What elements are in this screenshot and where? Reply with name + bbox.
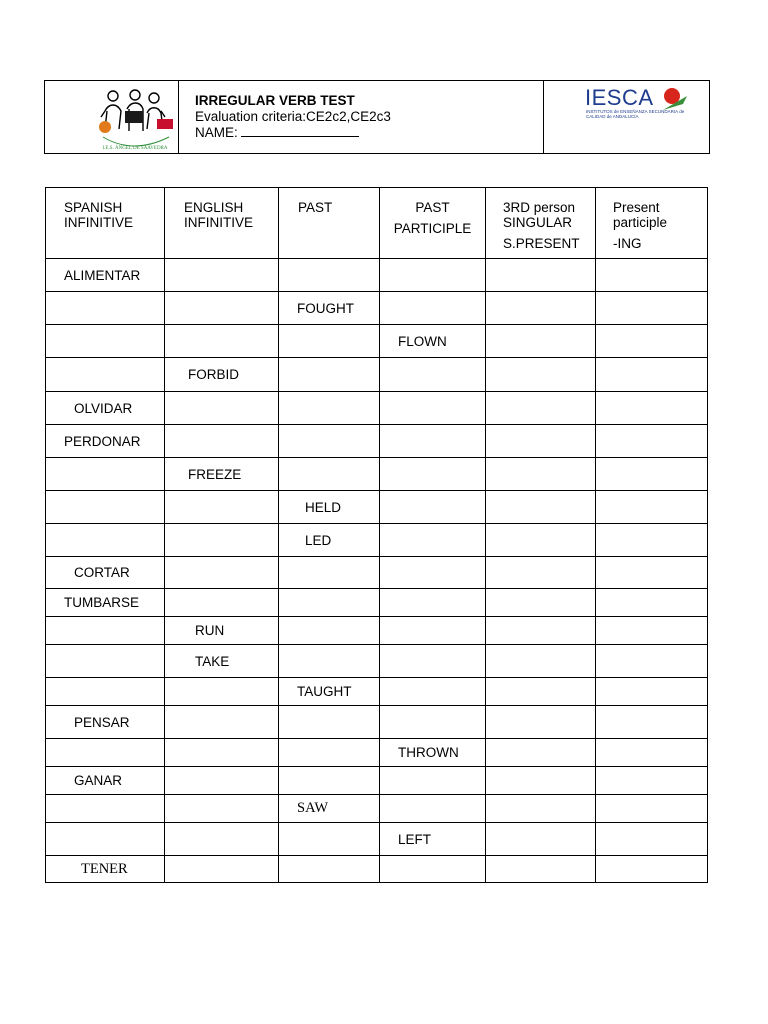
answer-blank-cell[interactable] bbox=[165, 325, 279, 358]
answer-blank-cell[interactable] bbox=[279, 392, 380, 425]
answer-blank-cell[interactable] bbox=[486, 706, 596, 739]
answer-blank-cell[interactable] bbox=[596, 589, 708, 617]
answer-blank-cell[interactable] bbox=[486, 557, 596, 589]
answer-blank-cell[interactable] bbox=[165, 589, 279, 617]
answer-blank-cell[interactable] bbox=[596, 458, 708, 491]
answer-blank-cell[interactable] bbox=[165, 767, 279, 795]
header-past bbox=[279, 188, 380, 259]
header-line: -ING bbox=[613, 236, 642, 251]
answer-blank-cell[interactable] bbox=[279, 358, 380, 392]
answer-blank-cell[interactable] bbox=[596, 856, 708, 883]
verb-cell: CORTAR bbox=[46, 557, 165, 589]
verb-cell: TENER bbox=[46, 856, 165, 883]
header-line: SINGULAR bbox=[503, 215, 573, 230]
answer-blank-cell[interactable] bbox=[486, 739, 596, 767]
answer-blank-cell[interactable] bbox=[596, 392, 708, 425]
header-line: INFINITIVE bbox=[64, 215, 134, 230]
answer-blank-cell[interactable] bbox=[46, 739, 165, 767]
answer-blank-cell[interactable] bbox=[279, 557, 380, 589]
answer-blank-cell[interactable] bbox=[380, 425, 486, 458]
answer-blank-cell[interactable] bbox=[279, 767, 380, 795]
answer-blank-cell[interactable] bbox=[486, 358, 596, 392]
answer-blank-cell[interactable] bbox=[486, 292, 596, 325]
answer-blank-cell[interactable] bbox=[46, 292, 165, 325]
answer-blank-cell[interactable] bbox=[380, 524, 486, 557]
answer-blank-cell[interactable] bbox=[46, 458, 165, 491]
answer-blank-cell[interactable] bbox=[46, 325, 165, 358]
table-row bbox=[46, 259, 708, 292]
answer-blank-cell[interactable] bbox=[596, 706, 708, 739]
answer-blank-cell[interactable] bbox=[165, 491, 279, 524]
table-row bbox=[46, 767, 708, 795]
answer-blank-cell[interactable] bbox=[596, 557, 708, 589]
answer-blank-cell[interactable] bbox=[486, 524, 596, 557]
answer-blank-cell[interactable] bbox=[279, 645, 380, 678]
answer-blank-cell[interactable] bbox=[486, 645, 596, 678]
answer-blank-cell[interactable] bbox=[380, 292, 486, 325]
answer-blank-cell[interactable] bbox=[596, 524, 708, 557]
answer-blank-cell[interactable] bbox=[165, 557, 279, 589]
answer-blank-cell[interactable] bbox=[596, 491, 708, 524]
table-row bbox=[46, 739, 708, 767]
header-line: SPANISH bbox=[64, 200, 123, 215]
verb-cell: FLOWN bbox=[380, 325, 486, 358]
answer-blank-cell[interactable] bbox=[486, 589, 596, 617]
verb-cell: TAKE bbox=[165, 645, 279, 678]
test-title: IRREGULAR VERB TEST bbox=[195, 93, 355, 108]
answer-blank-cell[interactable] bbox=[380, 795, 486, 823]
school-logo bbox=[45, 81, 178, 153]
answer-blank-cell[interactable] bbox=[279, 259, 380, 292]
answer-blank-cell[interactable] bbox=[486, 392, 596, 425]
table-row bbox=[46, 589, 708, 617]
verb-cell: OLVIDAR bbox=[46, 392, 165, 425]
answer-blank-cell[interactable] bbox=[596, 795, 708, 823]
table-row bbox=[46, 524, 708, 557]
answer-blank-cell[interactable] bbox=[486, 325, 596, 358]
verb-cell: THROWN bbox=[380, 739, 486, 767]
answer-blank-cell[interactable] bbox=[165, 524, 279, 557]
answer-blank-cell[interactable] bbox=[165, 823, 279, 856]
header-line: participle bbox=[613, 215, 668, 230]
table-row bbox=[46, 325, 708, 358]
answer-blank-cell[interactable] bbox=[165, 739, 279, 767]
header-spanish-infinitive bbox=[46, 188, 165, 259]
verb-cell: ALIMENTAR bbox=[46, 259, 165, 292]
answer-blank-cell[interactable] bbox=[279, 856, 380, 883]
verb-cell: FOUGHT bbox=[279, 292, 380, 325]
table-row bbox=[46, 491, 708, 524]
answer-blank-cell[interactable] bbox=[165, 856, 279, 883]
answer-blank-cell[interactable] bbox=[279, 325, 380, 358]
answer-blank-cell[interactable] bbox=[596, 425, 708, 458]
verb-cell: PERDONAR bbox=[46, 425, 165, 458]
answer-blank-cell[interactable] bbox=[380, 856, 486, 883]
header-line: INFINITIVE bbox=[184, 215, 254, 230]
answer-blank-cell[interactable] bbox=[486, 856, 596, 883]
answer-blank-cell[interactable] bbox=[46, 617, 165, 645]
answer-blank-cell[interactable] bbox=[380, 589, 486, 617]
answer-blank-cell[interactable] bbox=[279, 706, 380, 739]
table-row bbox=[46, 392, 708, 425]
name-blank-line[interactable] bbox=[241, 124, 359, 137]
answer-blank-cell[interactable] bbox=[380, 491, 486, 524]
answer-blank-cell[interactable] bbox=[596, 617, 708, 645]
answer-blank-cell[interactable] bbox=[596, 358, 708, 392]
answer-blank-cell[interactable] bbox=[279, 458, 380, 491]
answer-blank-cell[interactable] bbox=[486, 425, 596, 458]
verb-cell: PENSAR bbox=[46, 706, 165, 739]
table-row bbox=[46, 823, 708, 856]
test-info-cell bbox=[178, 81, 544, 153]
verb-cell: LEFT bbox=[380, 823, 486, 856]
header-english-infinitive bbox=[165, 188, 279, 259]
header-line: PARTICIPLE bbox=[393, 221, 472, 236]
name-label: NAME: bbox=[195, 125, 238, 140]
verb-cell: FREEZE bbox=[165, 458, 279, 491]
answer-blank-cell[interactable] bbox=[380, 259, 486, 292]
answer-blank-cell[interactable] bbox=[165, 392, 279, 425]
answer-blank-cell[interactable] bbox=[596, 823, 708, 856]
answer-blank-cell[interactable] bbox=[165, 678, 279, 706]
answer-blank-cell[interactable] bbox=[486, 823, 596, 856]
answer-blank-cell[interactable] bbox=[380, 358, 486, 392]
answer-blank-cell[interactable] bbox=[165, 425, 279, 458]
table-row bbox=[46, 292, 708, 325]
table-row bbox=[46, 458, 708, 491]
verb-cell: LED bbox=[279, 524, 380, 557]
answer-blank-cell[interactable] bbox=[596, 292, 708, 325]
answer-blank-cell[interactable] bbox=[596, 325, 708, 358]
answer-blank-cell[interactable] bbox=[380, 767, 486, 795]
table-row bbox=[46, 856, 708, 883]
table-header-row bbox=[46, 188, 708, 259]
answer-blank-cell[interactable] bbox=[486, 795, 596, 823]
header-line: S.PRESENT bbox=[503, 236, 580, 251]
table-row bbox=[46, 795, 708, 823]
answer-blank-cell[interactable] bbox=[165, 795, 279, 823]
answer-blank-cell[interactable] bbox=[486, 491, 596, 524]
answer-blank-cell[interactable] bbox=[279, 425, 380, 458]
school-logo-cell bbox=[45, 81, 179, 153]
answer-blank-cell[interactable] bbox=[46, 645, 165, 678]
table-row bbox=[46, 358, 708, 392]
answer-blank-cell[interactable] bbox=[596, 767, 708, 795]
answer-blank-cell[interactable] bbox=[380, 706, 486, 739]
answer-blank-cell[interactable] bbox=[596, 259, 708, 292]
verb-cell: FORBID bbox=[165, 358, 279, 392]
answer-blank-cell[interactable] bbox=[380, 645, 486, 678]
verb-cell: HELD bbox=[279, 491, 380, 524]
answer-blank-cell[interactable] bbox=[279, 589, 380, 617]
name-field[interactable] bbox=[195, 124, 359, 140]
answer-blank-cell[interactable] bbox=[486, 678, 596, 706]
answer-blank-cell[interactable] bbox=[46, 358, 165, 392]
answer-blank-cell[interactable] bbox=[596, 739, 708, 767]
answer-blank-cell[interactable] bbox=[486, 767, 596, 795]
verb-cell: SAW bbox=[279, 795, 380, 823]
answer-blank-cell[interactable] bbox=[46, 524, 165, 557]
answer-blank-cell[interactable] bbox=[380, 617, 486, 645]
header-line: PAST bbox=[415, 200, 450, 215]
table-row bbox=[46, 645, 708, 678]
school-logo-text: I.E.S. ÁNGEL DE SAAVEDRA bbox=[102, 146, 168, 151]
answer-blank-cell[interactable] bbox=[46, 678, 165, 706]
test-header bbox=[44, 80, 710, 154]
iesca-logo-text: IESCA bbox=[585, 85, 654, 110]
header-line: ENGLISH bbox=[184, 200, 244, 215]
answer-blank-cell[interactable] bbox=[596, 645, 708, 678]
header-line: PAST bbox=[298, 200, 333, 215]
answer-blank-cell[interactable] bbox=[279, 617, 380, 645]
answer-blank-cell[interactable] bbox=[486, 617, 596, 645]
header-line: Present bbox=[613, 200, 660, 215]
answer-blank-cell[interactable] bbox=[596, 678, 708, 706]
answer-blank-cell[interactable] bbox=[165, 706, 279, 739]
verb-table bbox=[45, 187, 708, 883]
iesca-logo-cell bbox=[543, 81, 709, 153]
header-present-participle bbox=[596, 188, 708, 259]
answer-blank-cell[interactable] bbox=[165, 292, 279, 325]
answer-blank-cell[interactable] bbox=[46, 491, 165, 524]
answer-blank-cell[interactable] bbox=[46, 823, 165, 856]
table-row bbox=[46, 617, 708, 645]
answer-blank-cell[interactable] bbox=[380, 458, 486, 491]
iesca-subtitle: INSTITUTOS de ENSEÑANZA SECUNDARIA de CALIDAD de ANDALUCÍA bbox=[586, 109, 685, 119]
answer-blank-cell[interactable] bbox=[486, 458, 596, 491]
answer-blank-cell[interactable] bbox=[279, 739, 380, 767]
verb-cell: RUN bbox=[165, 617, 279, 645]
answer-blank-cell[interactable] bbox=[46, 795, 165, 823]
verb-cell: TUMBARSE bbox=[46, 589, 165, 617]
table-row bbox=[46, 557, 708, 589]
header-line: 3RD person bbox=[503, 200, 576, 215]
answer-blank-cell[interactable] bbox=[486, 259, 596, 292]
table-row bbox=[46, 425, 708, 458]
answer-blank-cell[interactable] bbox=[279, 823, 380, 856]
header-past-participle bbox=[380, 188, 486, 259]
answer-blank-cell[interactable] bbox=[380, 392, 486, 425]
answer-blank-cell[interactable] bbox=[165, 259, 279, 292]
verb-cell: GANAR bbox=[46, 767, 165, 795]
table-row bbox=[46, 706, 708, 739]
header-3rd-person bbox=[486, 188, 596, 259]
evaluation-criteria: Evaluation criteria:CE2c2,CE2c3 bbox=[195, 109, 391, 124]
answer-blank-cell[interactable] bbox=[380, 557, 486, 589]
table-row bbox=[46, 678, 708, 706]
verb-cell: TAUGHT bbox=[279, 678, 380, 706]
answer-blank-cell[interactable] bbox=[380, 678, 486, 706]
